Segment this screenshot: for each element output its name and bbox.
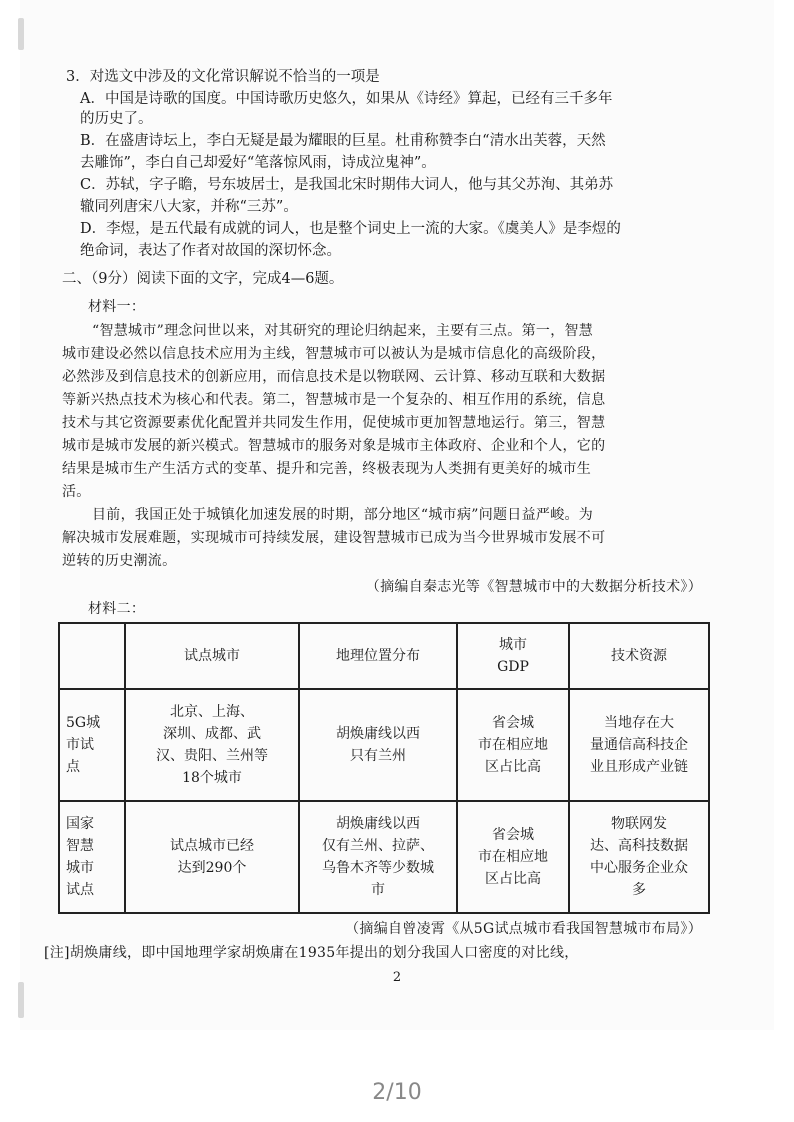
option-d-line-1: D．李煜，是五代最有成就的词人，也是整个词史上一流的大家。《虞美人》是李煜的 — [80, 221, 621, 237]
p2-line: 逆转的历史潮流。 — [62, 553, 177, 569]
table-header-cell: 试点城市 — [125, 623, 299, 689]
option-c-line-2: 辙同列唐宋八大家，并称“三苏”。 — [80, 199, 298, 215]
source-citation-1: （摘编自秦志光等《智慧城市中的大数据分析技术》） — [365, 579, 702, 595]
scan-edge-mark-top — [18, 18, 24, 50]
table-row — [59, 689, 709, 801]
p2-line: 目前，我国正处于城镇化加速发展的时期，部分地区“城市病”问题日益严峻。为 — [92, 507, 594, 523]
option-a-line-2: 的历史了。 — [80, 111, 153, 127]
table-header-cell: 技术资源 — [569, 623, 709, 689]
source-citation-2: （摘编自曾凌霄《从5G试点城市看我国智慧城市布局》） — [345, 921, 702, 937]
p1-line: 活。 — [62, 484, 91, 500]
option-c-line-1: C．苏轼，字子瞻，号东坡居士，是我国北宋时期伟大词人，他与其父苏洵、其弟苏 — [80, 177, 614, 193]
table-cell: 5G城 市试 点 — [59, 689, 125, 801]
material-2-label: 材料二： — [88, 601, 146, 617]
pilot-city-table — [58, 622, 710, 914]
p1-line: 技术与其它资源要素优化配置并共同发生作用，促使城市更加智慧地运行。第三，智慧 — [62, 415, 606, 431]
p1-line: 结果是城市生产生活方式的变革、提升和完善，终极表现为人类拥有更美好的城市生 — [62, 461, 592, 477]
table-cell: 物联网发 达、高科技数据 中心服务企业众 多 — [569, 801, 709, 913]
page-indicator: 2/10 — [372, 1080, 422, 1105]
table-cell: 省会城 市在相应地 区占比高 — [457, 689, 569, 801]
scan-edge-mark-bottom — [18, 982, 24, 1018]
table-cell: 胡焕庸线以西 只有兰州 — [299, 689, 457, 801]
p2-line: 解决城市发展难题，实现城市可持续发展，建设智慧城市已成为当今世界城市发展不可 — [62, 530, 606, 546]
page-number: 2 — [392, 970, 402, 985]
footnote: [注]胡焕庸线，即中国地理学家胡焕庸在1935年提出的划分我国人口密度的对比线， — [44, 945, 579, 961]
option-b-line-2: 去雕饰”，李白自己却爱好“笔落惊风雨，诗成泣鬼神”。 — [80, 155, 436, 171]
option-d-line-2: 绝命词，表达了作者对故国的深切怀念。 — [80, 243, 341, 259]
table-cell: 当地存在大 量通信高科技企 业且形成产业链 — [569, 689, 709, 801]
table-header-cell — [59, 623, 125, 689]
option-b-line-1: B．在盛唐诗坛上，李白无疑是最为耀眼的巨星。杜甫称赞李白“清水出芙蓉，天然 — [80, 133, 606, 149]
p1-line: 城市建设必然以信息技术应用为主线，智慧城市可以被认为是城市信息化的高级阶段， — [62, 346, 606, 362]
table-header-row — [59, 623, 709, 689]
p1-line: 等新兴热点技术为核心和代表。第二，智慧城市是一个复杂的、相互作用的系统，信息 — [62, 392, 606, 408]
p1-line: 必然涉及到信息技术的创新应用，而信息技术是以物联网、云计算、移动互联和大数据 — [62, 369, 606, 385]
question-3-stem: 3．对选文中涉及的文化常识解说不恰当的一项是 — [66, 69, 380, 85]
table-header-cell: 地理位置分布 — [299, 623, 457, 689]
option-a-line-1: A．中国是诗歌的国度。中国诗歌历史悠久，如果从《诗经》算起，已经有三千多年 — [80, 91, 613, 107]
table-cell: 北京、上海、 深圳、成都、武 汉、贵阳、兰州等 18个城市 — [125, 689, 299, 801]
table-cell: 胡焕庸线以西 仅有兰州、拉萨、 乌鲁木齐等少数城 市 — [299, 801, 457, 913]
table-cell: 省会城 市在相应地 区占比高 — [457, 801, 569, 913]
p1-line: 城市是城市发展的新兴模式。智慧城市的服务对象是城市主体政府、企业和个人，它的 — [62, 438, 606, 454]
table-cell: 试点城市已经 达到290个 — [125, 801, 299, 913]
table-header-cell: 城市 GDP — [457, 623, 569, 689]
material-1-label: 材料一： — [88, 299, 146, 315]
table-cell: 国家 智慧 城市 试点 — [59, 801, 125, 913]
section-2-heading: 二、（9分）阅读下面的文字，完成4—6题。 — [62, 271, 344, 287]
table-row — [59, 801, 709, 913]
p1-line: “智慧城市”理念问世以来，对其研究的理论归纳起来，主要有三点。第一，智慧 — [92, 323, 594, 339]
